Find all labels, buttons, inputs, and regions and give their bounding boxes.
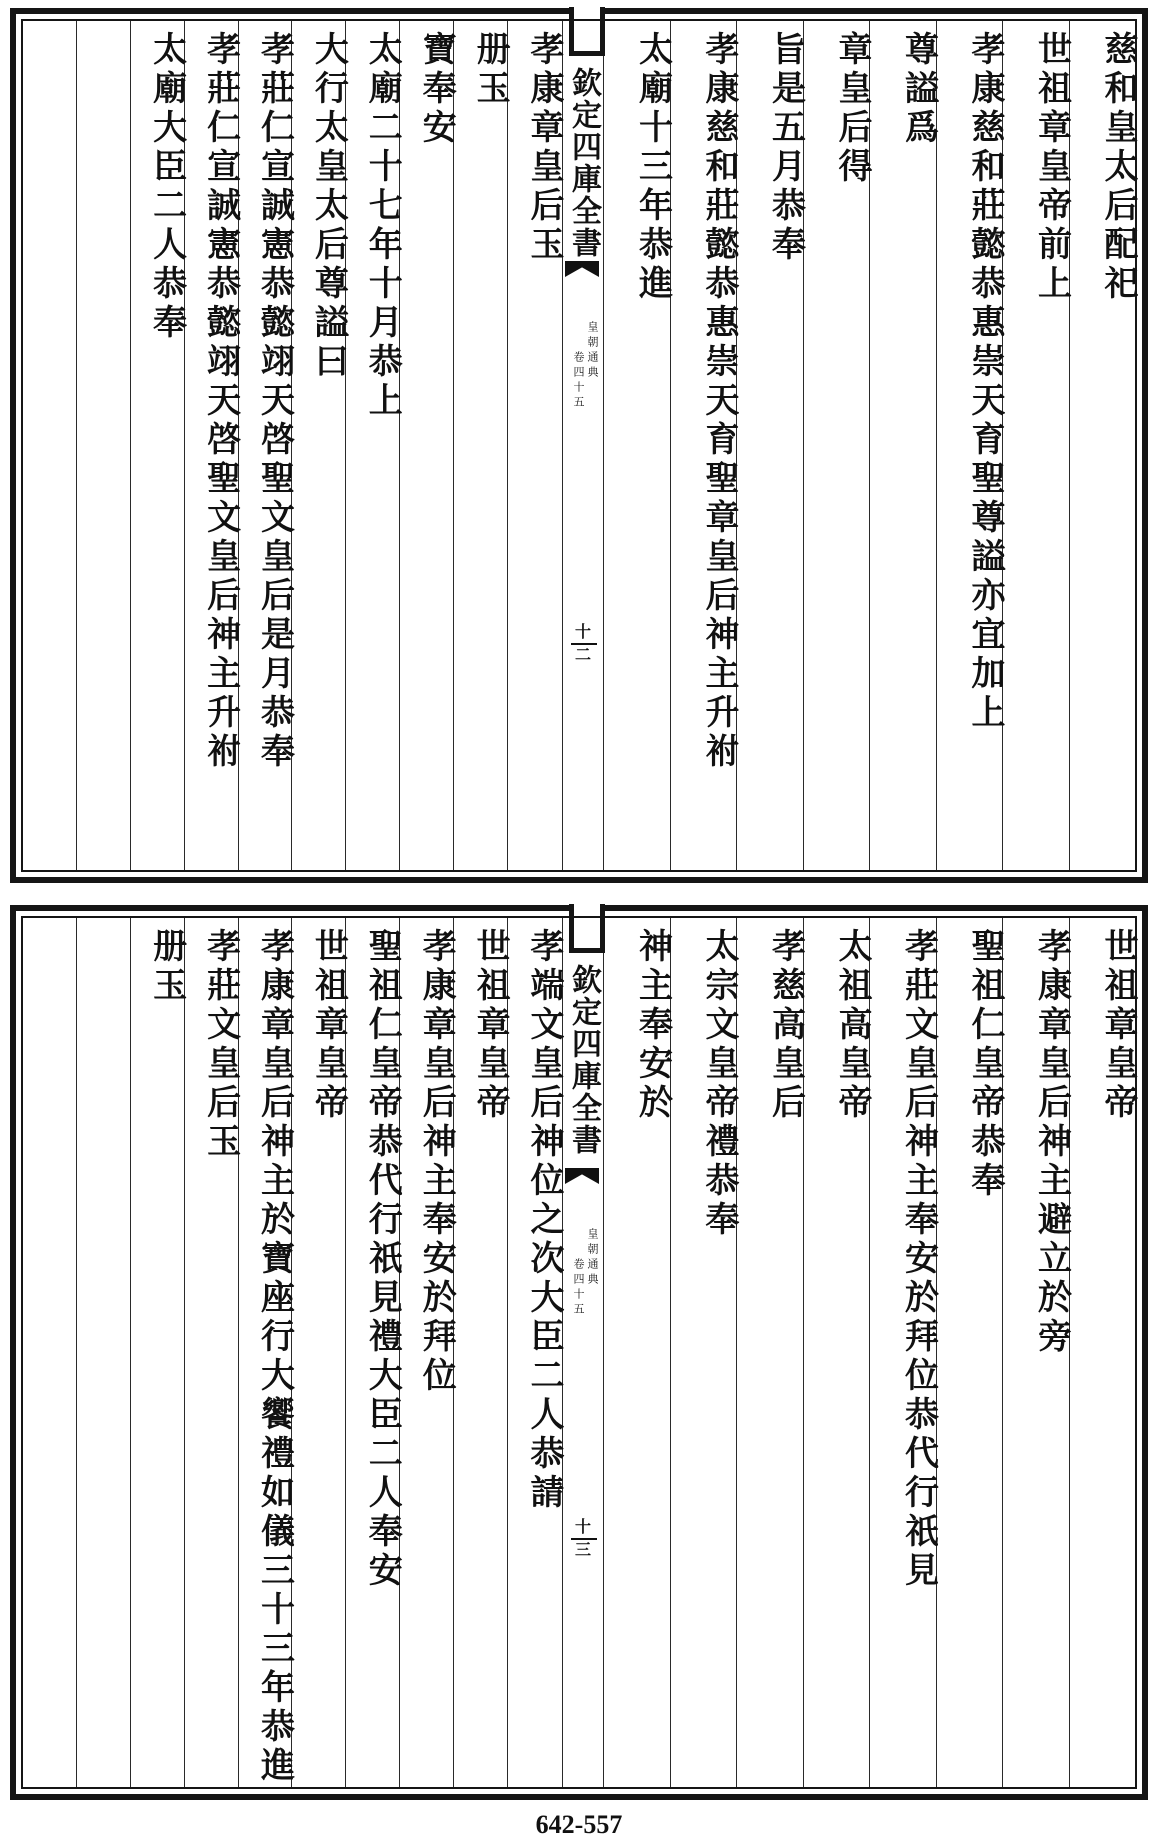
text-column: 孝端文皇后神位之次大臣二人恭請 (507, 918, 561, 1787)
right-half-columns (603, 918, 1138, 1787)
book-title: 皇朝通典 (586, 1228, 599, 1288)
text-column: 孝康章皇后玉 (507, 21, 561, 870)
gutter-notch (569, 904, 605, 953)
gutter-notch (569, 7, 605, 56)
juan-label: 卷四十五 (572, 351, 585, 411)
folio-number: 十三 (574, 1517, 591, 1559)
text-column: 寶奉安 (399, 21, 453, 870)
text-column: 世祖章皇帝前上 (1002, 21, 1069, 870)
text-column: 太宗文皇帝禮恭奉 (670, 918, 737, 1787)
text-column (76, 21, 130, 870)
left-half-columns (23, 918, 564, 1787)
text-column: 大行太皇太后尊謚曰 (291, 21, 345, 870)
center-gutter (562, 21, 604, 870)
text-column: 太廟十三年恭進 (603, 21, 670, 870)
text-column: 孝莊仁宣誠憲恭懿翊天啓聖文皇后是月恭奉 (238, 21, 292, 870)
text-column: 孝莊文皇后玉 (184, 918, 238, 1787)
text-column (76, 918, 130, 1787)
text-column: 孝康章皇后神主於寶座行大饗禮如儀三十三年恭進 (238, 918, 292, 1787)
text-column: 孝莊仁宣誠憲恭懿翊天啓聖文皇后神主升祔 (184, 21, 238, 870)
text-column: 孝莊文皇后神主奉安於拜位恭代行祇見 (869, 918, 936, 1787)
text-column: 聖祖仁皇帝恭代行祇見禮大臣二人奉安 (345, 918, 399, 1787)
text-column: 世祖章皇帝 (1069, 918, 1136, 1787)
folio-page-bottom (10, 905, 1148, 1800)
header-title: 欽定四庫全書 (566, 67, 601, 259)
left-half-columns (23, 21, 564, 870)
folio-page-top (10, 8, 1148, 883)
book-title: 皇朝通典 (586, 321, 599, 381)
folio-number: 十二 (574, 622, 591, 664)
text-column: 太廟大臣二人恭奉 (130, 21, 184, 870)
text-column: 孝康慈和莊懿恭惠崇天育聖尊謚亦宜加上 (936, 21, 1003, 870)
header-title: 欽定四庫全書 (566, 964, 601, 1156)
fish-tail-mark (565, 261, 599, 277)
text-column: 孝康章皇后神主避立於旁 (1002, 918, 1069, 1787)
text-column: 慈和皇太后配祀 (1069, 21, 1136, 870)
text-column: 尊謚爲 (869, 21, 936, 870)
right-half-columns (603, 21, 1138, 870)
text-column: 世祖章皇帝 (291, 918, 345, 1787)
text-column: 世祖章皇帝 (453, 918, 507, 1787)
text-column: 聖祖仁皇帝恭奉 (936, 918, 1003, 1787)
text-column: 章皇后得 (803, 21, 870, 870)
text-column (23, 21, 76, 870)
text-column: 孝慈高皇后 (736, 918, 803, 1787)
center-gutter (562, 918, 604, 1787)
text-column: 旨是五月恭奉 (736, 21, 803, 870)
text-column: 册玉 (453, 21, 507, 870)
text-column: 太廟二十七年十月恭上 (345, 21, 399, 870)
text-column: 孝康章皇后神主奉安於拜位 (399, 918, 453, 1787)
text-column: 孝康慈和莊懿恭惠崇天育聖章皇后神主升祔 (670, 21, 737, 870)
text-column: 册玉 (130, 918, 184, 1787)
text-column: 神主奉安於 (603, 918, 670, 1787)
fish-tail-mark (565, 1168, 599, 1184)
text-column: 太祖高皇帝 (803, 918, 870, 1787)
text-column (23, 918, 76, 1787)
juan-label: 卷四十五 (572, 1258, 585, 1318)
page-number: 642-557 (535, 1810, 623, 1839)
